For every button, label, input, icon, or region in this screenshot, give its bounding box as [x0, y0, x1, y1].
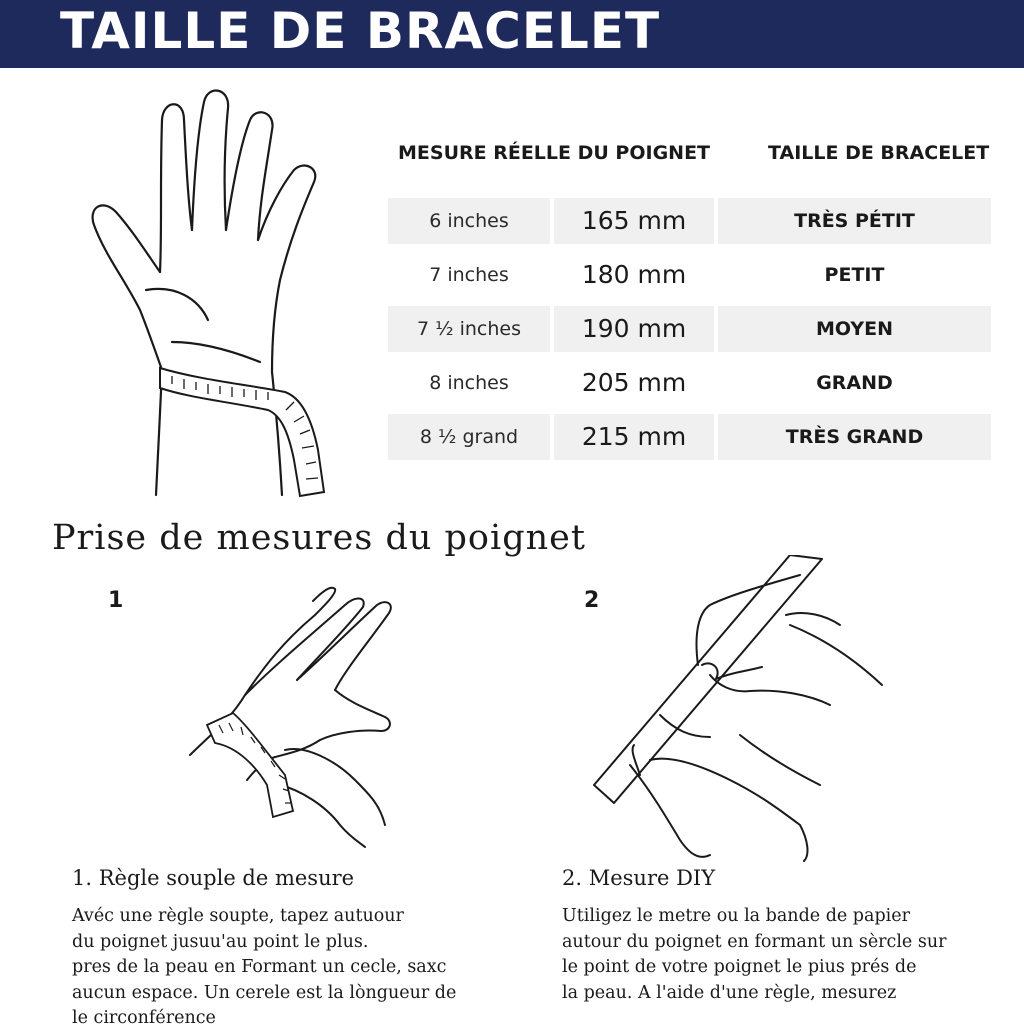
section-title: Prise de mesures du poignet	[52, 518, 586, 558]
header-banner	[0, 0, 1024, 68]
table-row	[388, 252, 991, 298]
cell-mm: 205 mm	[581, 368, 687, 397]
cell-inches: 7 inches	[429, 264, 509, 286]
cell-size: PETIT	[824, 264, 885, 286]
step-number: 2	[584, 588, 600, 613]
cell-mm: 165 mm	[554, 198, 714, 244]
flexible-tape-illustration	[185, 585, 410, 855]
cell-mm: 180 mm	[581, 260, 687, 289]
step-description: Avéc une règle soupte, tapez autuour du poignet jusuu'au point le plus. pres de la peau en Formant un cecle, saxc aucun espace. Un cerele est la lòngueur de le circonférence	[72, 906, 457, 1028]
cell-inches: 6 inches	[388, 198, 550, 244]
cell-inches: 8 ½ grand	[388, 414, 550, 460]
table-row	[388, 306, 991, 352]
cell-inches: 7 ½ inches	[388, 306, 550, 352]
cell-inches: 8 inches	[429, 372, 509, 394]
cell-mm: 190 mm	[554, 306, 714, 352]
step-number: 1	[108, 588, 124, 613]
hand-measuring-illustration	[80, 80, 340, 505]
ruler-illustration	[590, 555, 890, 865]
table-row	[388, 414, 991, 460]
cell-size: TRÈS GRAND	[718, 414, 991, 460]
step-description: Utiligez le metre ou la bande de papier autour du poignet en formant un sèrcle sur le point de votre poignet le pius prés de la peau. A l'aide d'une règle, mesurez	[562, 906, 947, 1003]
cell-size: GRAND	[816, 372, 893, 394]
step-heading: 2. Mesure DIY	[562, 866, 716, 890]
column-header-bracelet-size: TAILLE DE BRACELET	[768, 142, 990, 164]
cell-mm: 215 mm	[554, 414, 714, 460]
step-heading: 1. Règle souple de mesure	[72, 866, 355, 890]
column-header-wrist-measurement: MESURE RÉELLE DU POIGNET	[398, 142, 711, 164]
cell-size: TRÈS PÉTIT	[718, 198, 991, 244]
table-row	[388, 360, 991, 406]
table-row	[388, 198, 991, 244]
page-title: TAILLE DE BRACELET	[60, 2, 661, 60]
cell-size: MOYEN	[718, 306, 991, 352]
